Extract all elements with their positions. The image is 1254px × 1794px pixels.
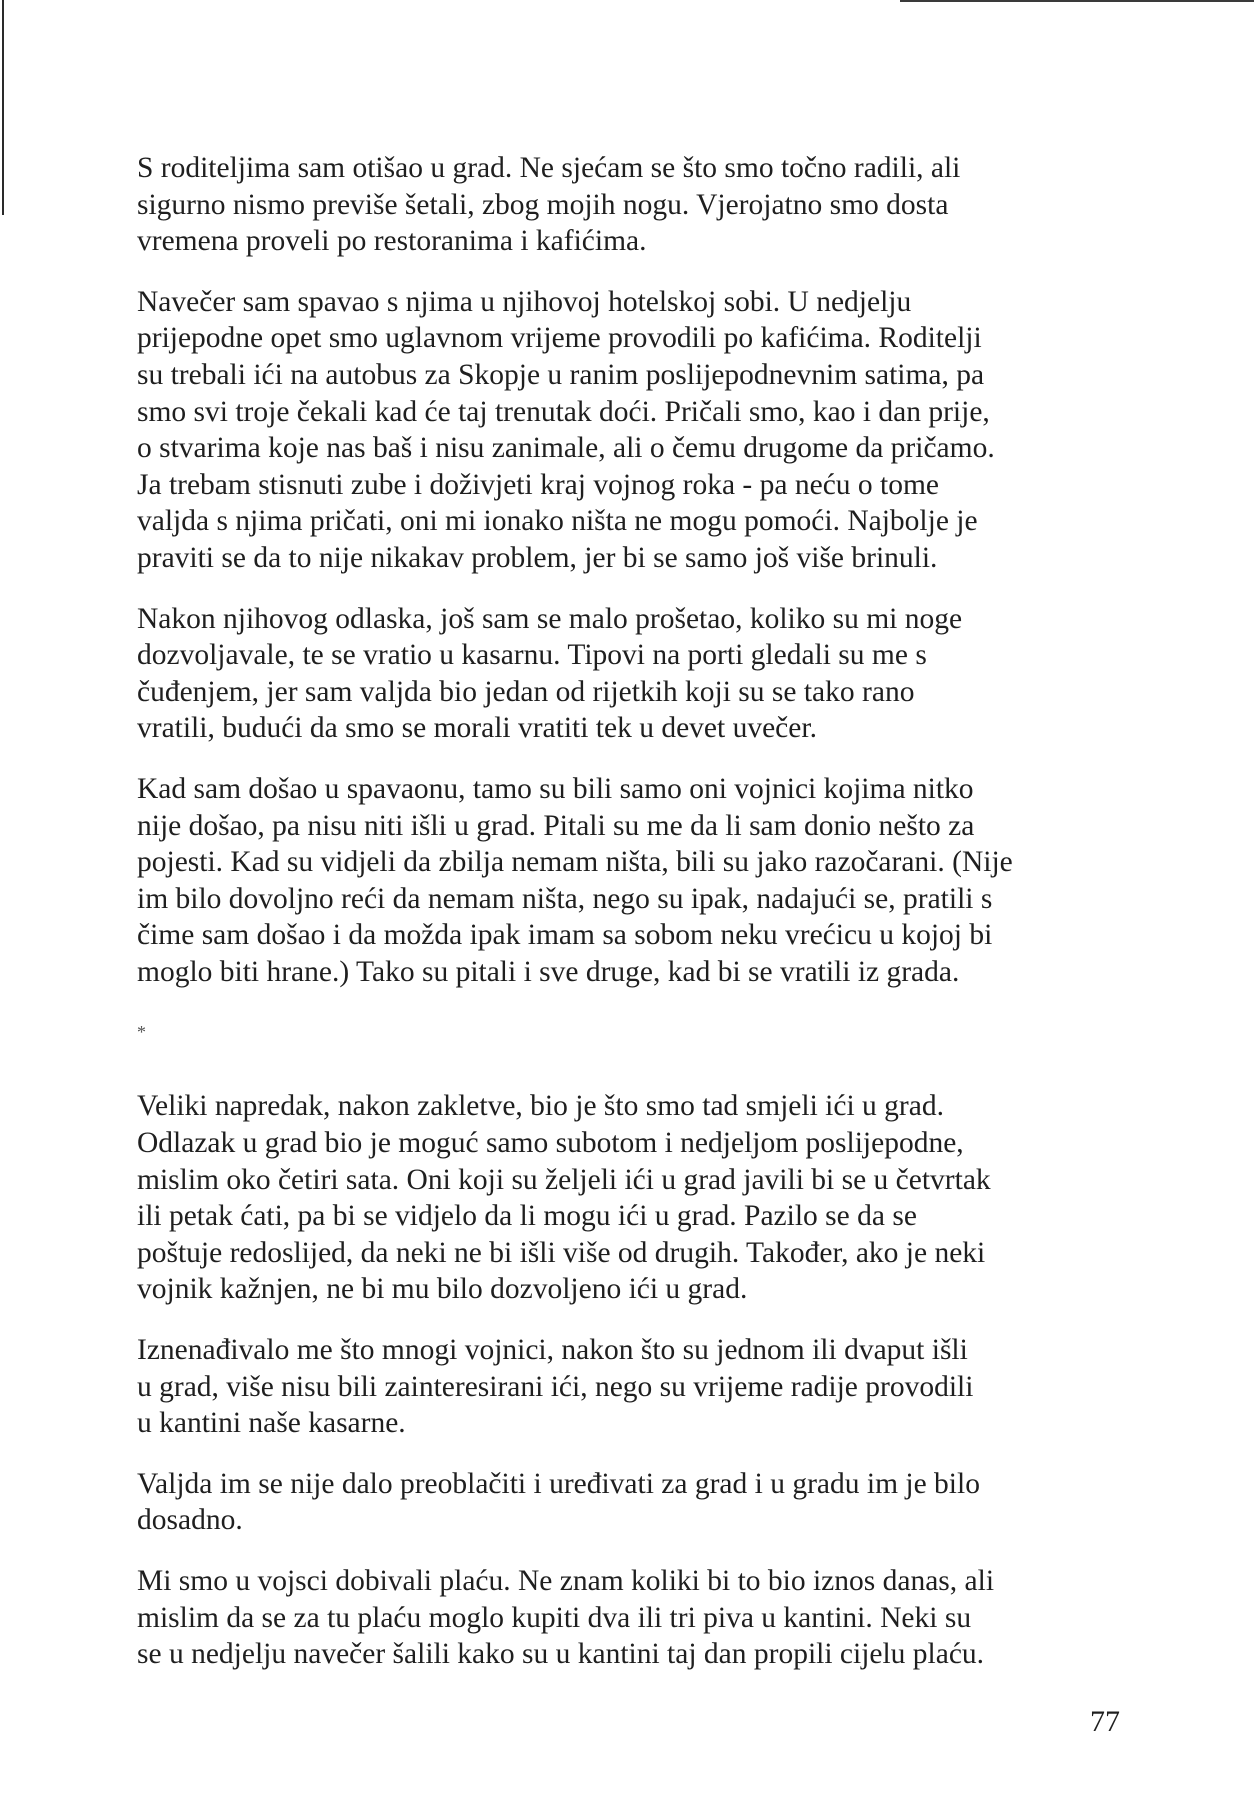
paragraph: Kad sam došao u spavaonu, tamo su bili samo oni vojnici kojima nitko nije došao, pa nisu niti išli u grad. Pitali su me da li sam donio nešto za pojesti. Kad su vidjeli da zbilja nemam ništa, bili su jako razočarani. (Nije im bilo dovoljno reći da nemam ništa, nego su ipak, nadajući se, pratili s čime sam došao i da možda ipak imam sa sobom neku vrećicu u kojoj bi moglo biti hrane.) Tako su pitali i sve druge, kad bi se vratili iz grada. (137, 772, 1013, 988)
page-number: 77 (1090, 1705, 1120, 1738)
paragraph: S roditeljima sam otišao u grad. Ne sjećam se što smo točno radili, ali sigurno nismo previše šetali, zbog mojih nogu. Vjerojatno smo dosta vremena proveli po restoranima i kafićima. (137, 152, 961, 258)
body-text (137, 150, 1127, 1697)
paragraph: Veliki napredak, nakon zakletve, bio je što smo tad smjeli ići u grad. Odlazak u grad bio je moguć samo subotom i nedjeljom poslijepodne, mislim oko četiri sata. Oni koji su željeli ići u grad javili bi se u četvrtak ili petak ćati, pa bi se vidjelo da li mogu ići u grad. Pazilo se da se poštuje redoslijed, da neki ne bi išli više od drugih. Također, ako je neki vojnik kažnjen, ne bi mu bilo dozvoljeno ići u grad. (137, 1090, 991, 1306)
paragraph: Nakon njihovog odlaska, još sam se malo prošetao, koliko su mi noge dozvoljavale, te se vratio u kasarnu. Tipovi na porti gledali su me s čuđenjem, jer sam valjda bio jedan od rijetkih koji su se tako rano vratili, budući da smo se morali vratiti tek u devet uvečer. (137, 602, 963, 745)
section-separator: * (137, 1022, 146, 1043)
paragraph: Iznenađivalo me što mnogi vojnici, nakon što su jednom ili dvaput išli u grad, više nisu bili zainteresirani ići, nego su vrijeme radije provodili u kantini naše kasarne. (137, 1334, 974, 1440)
paragraph: Valjda im se nije dalo preoblačiti i uređivati za grad i u gradu im je bilo dosadno. (137, 1467, 980, 1537)
paragraph: Navečer sam spavao s njima u njihovoj hotelskoj sobi. U nedjelju prijepodne opet smo uglavnom vrijeme provodili po kafićima. Roditelji su trebali ići na autobus za Skopje u ranim poslijepodnevnim satima, pa smo svi troje čekali kad će taj trenutak doći. Pričali smo, kao i dan prije, o stvarima koje nas baš i nisu zanimale, ali o čemu drugome da pričamo. Ja trebam stisnuti zube i doživjeti kraj vojnog roka - pa neću o tome valjda s njima pričati, oni mi ionako ništa ne mogu pomoći. Najbolje je praviti se da to nije nikakav problem, jer bi se samo još više brinuli. (137, 285, 995, 574)
scan-edge-left (2, 0, 4, 215)
scan-edge-top (900, 0, 1254, 2)
paragraph: Mi smo u vojsci dobivali plaću. Ne znam koliki bi to bio iznos danas, ali mislim da se za tu plaću moglo kupiti dva ili tri piva u kantini. Neki su se u nedjelju navečer šalili kako su u kantini taj dan propili cijelu plaću. (137, 1565, 995, 1671)
